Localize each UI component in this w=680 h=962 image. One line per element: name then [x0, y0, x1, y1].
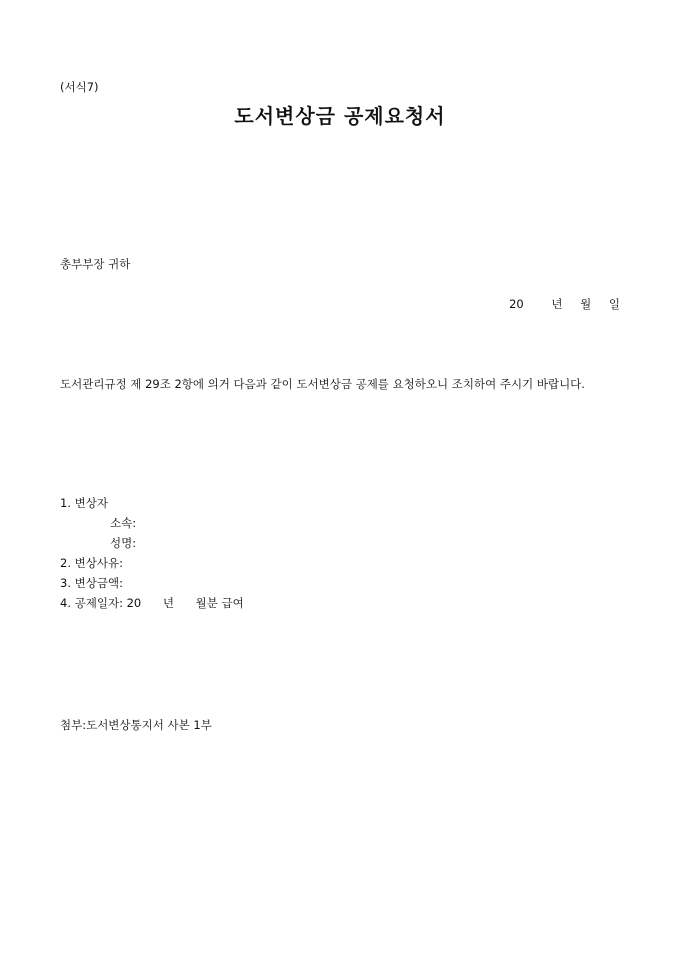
date-line: [509, 296, 620, 312]
item-1-claimant: 1. 변상자: [60, 496, 108, 510]
date-year-prefix: 20: [509, 297, 524, 311]
item-4-year-unit: 년: [162, 596, 174, 610]
item-4-label: 4. 공제일자: 20: [60, 596, 142, 610]
document-title: 도서변상금 공제요청서: [234, 104, 446, 128]
item-1-name: 성명:: [110, 536, 137, 550]
request-body: 도서관리규정 제 29조 2항에 의거 다음과 같이 도서변상금 공제를 요청하오니 조치하여 주시기 바랍니다.: [60, 377, 585, 391]
item-1-affiliation: 소속:: [110, 516, 137, 530]
attachment-note: 첨부:도서변상통지서 사본 1부: [60, 718, 212, 732]
form-code: (서식7): [60, 80, 99, 94]
item-2-reason: 2. 변상사유:: [60, 556, 123, 570]
item-3-amount: 3. 변상금액:: [60, 576, 123, 590]
date-year-unit: 년: [551, 297, 563, 311]
item-4-deduction-date: [60, 596, 244, 611]
date-month-unit: 월: [580, 297, 592, 311]
recipient: 총부부장 귀하: [60, 257, 131, 271]
date-day-unit: 일: [608, 297, 620, 311]
item-4-rest: 월분 급여: [195, 596, 244, 610]
